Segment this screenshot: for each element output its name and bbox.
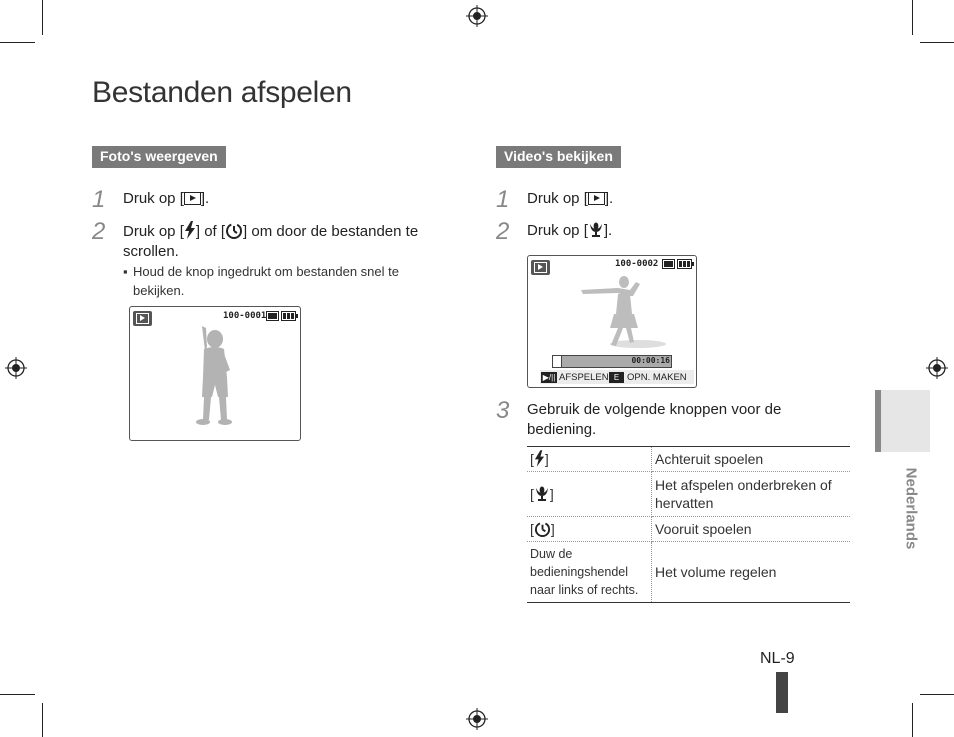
language-tab-label: Nederlands — [902, 467, 920, 550]
registration-mark-icon — [926, 357, 948, 379]
macro-icon — [534, 485, 550, 501]
page-marker-bar — [776, 672, 788, 713]
crop-mark — [912, 703, 913, 737]
flash-icon — [534, 450, 545, 467]
playback-mode-icon — [133, 311, 152, 326]
e-key-icon: E — [609, 372, 624, 383]
table-key-cell: [ ] — [527, 447, 652, 472]
crop-mark — [42, 0, 43, 35]
timer-icon — [225, 221, 243, 239]
step-number: 3 — [496, 397, 510, 424]
bullet-marker: ▪ — [123, 264, 128, 279]
memory-battery-icon — [266, 311, 298, 321]
page-number: NL-9 — [760, 650, 795, 667]
play-icon — [588, 192, 605, 205]
table-action-cell: Vooruit spoelen — [652, 517, 851, 542]
macro-icon — [588, 221, 604, 237]
step-text: Druk op [ ]. — [123, 190, 210, 207]
flash-icon — [184, 221, 196, 239]
boy-silhouette-image — [190, 325, 240, 427]
step-text: Gebruik de volgende knoppen voor de bediening. — [527, 401, 782, 438]
memory-battery-icon — [662, 259, 694, 269]
step-text: Druk op [ ] of [ ] om door de bestanden te scrollen. — [123, 223, 419, 260]
table-row — [527, 447, 850, 472]
record-key-label: OPN. MAKEN — [627, 372, 687, 383]
elapsed-time: 00:00:16 — [631, 356, 670, 365]
crop-mark — [912, 0, 913, 35]
table-action-cell: Het volume regelen — [652, 542, 851, 603]
play-key-label: AFSPELEN — [559, 372, 609, 383]
step-text: Druk op [ ]. — [527, 190, 614, 207]
table-row — [527, 542, 850, 603]
bullet-text: Houd de knop ingedrukt om bestanden snel te bekijken. — [133, 264, 399, 298]
registration-mark-icon — [466, 5, 488, 27]
table-key-cell: Duw de bedieningshendel naar links of rechts. — [527, 542, 652, 603]
table-action-cell: Het afspelen onderbreken of hervatten — [652, 472, 851, 517]
step-text: Druk op [ ]. — [527, 222, 613, 239]
language-tab — [875, 390, 930, 452]
progress-bar — [552, 355, 672, 368]
camera-screen-video — [527, 255, 697, 388]
step-number: 2 — [92, 218, 106, 245]
table-row — [527, 517, 850, 542]
table-key-cell: [ ] — [527, 472, 652, 517]
step-number: 2 — [496, 218, 510, 245]
step-number: 1 — [92, 186, 106, 213]
language-tab-bar — [875, 390, 881, 452]
crop-mark — [42, 703, 43, 737]
progress-handle — [553, 356, 562, 367]
controls-table — [527, 446, 850, 603]
table-action-cell: Achteruit spoelen — [652, 447, 851, 472]
file-counter: 100-0002 — [615, 259, 659, 269]
section-heading-photos: Foto's weergeven — [92, 146, 226, 168]
play-pause-key-icon: ▶/|| — [542, 373, 556, 382]
file-counter: 100-0001 — [223, 311, 267, 321]
table-key-cell: [ ] — [527, 517, 652, 542]
crop-mark — [0, 694, 35, 695]
camera-screen-photo — [129, 306, 301, 441]
crop-mark — [920, 694, 954, 695]
page-title: Bestanden afspelen — [92, 76, 352, 109]
playback-mode-icon — [531, 260, 550, 275]
table-row — [527, 472, 850, 517]
registration-mark-icon — [466, 708, 488, 730]
timer-icon — [534, 520, 551, 537]
section-heading-videos: Video's bekijken — [496, 146, 621, 168]
screen-key-guide — [540, 370, 694, 384]
dancer-silhouette-image — [578, 272, 668, 352]
crop-mark — [920, 42, 954, 43]
crop-mark — [0, 42, 35, 43]
play-icon — [184, 192, 201, 205]
step-number: 1 — [496, 186, 510, 213]
registration-mark-icon — [5, 357, 27, 379]
